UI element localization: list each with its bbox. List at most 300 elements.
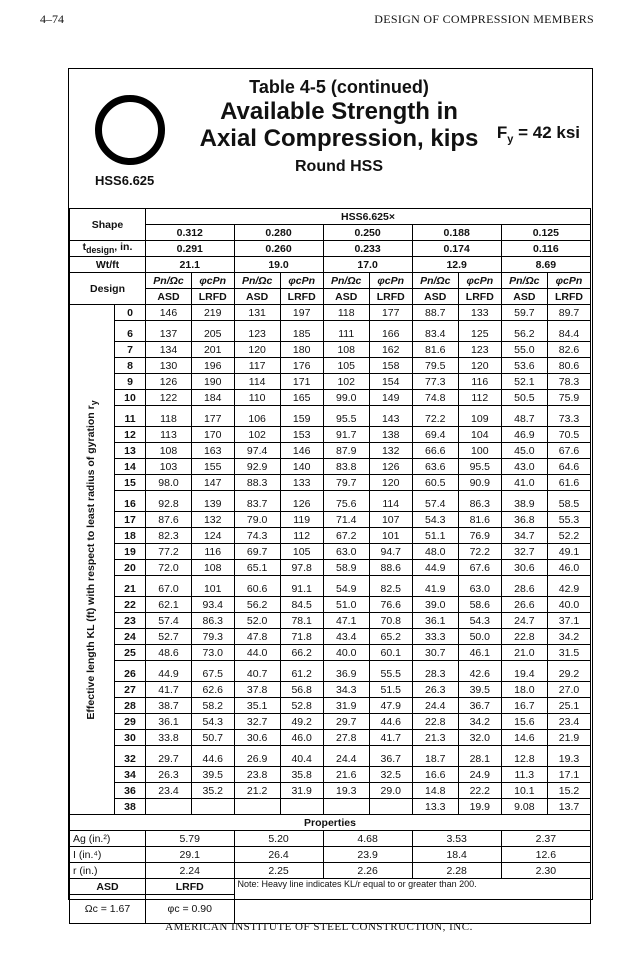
vertical-label-main: Effective length KL (ft) with respect to least radius of gyration r bbox=[84, 404, 97, 720]
strength-value: 44.6 bbox=[369, 714, 412, 730]
strength-value: 112 bbox=[280, 528, 323, 544]
strength-value: 45.0 bbox=[501, 443, 547, 459]
strength-value bbox=[323, 799, 369, 815]
kl-value: 0 bbox=[115, 305, 146, 321]
strength-value: 49.1 bbox=[547, 544, 590, 560]
strength-value: 34.2 bbox=[458, 714, 501, 730]
strength-value: 18.7 bbox=[412, 746, 458, 767]
strength-value: 112 bbox=[458, 390, 501, 406]
strength-value: 56.2 bbox=[501, 321, 547, 342]
property-label: Ag (in.²) bbox=[70, 831, 146, 847]
strength-value: 42.9 bbox=[547, 576, 590, 597]
strength-value: 29.2 bbox=[547, 661, 590, 682]
strength-value: 72.2 bbox=[458, 544, 501, 560]
strength-value: 23.4 bbox=[547, 714, 590, 730]
table-row bbox=[70, 645, 591, 661]
kl-value: 38 bbox=[115, 799, 146, 815]
tdesign-value: 0.174 bbox=[412, 241, 501, 257]
strength-value: 76.6 bbox=[369, 597, 412, 613]
strength-value: 58.5 bbox=[547, 491, 590, 512]
strength-value: 33.3 bbox=[412, 629, 458, 645]
lrfd-header: LRFD bbox=[547, 289, 590, 305]
strength-value bbox=[191, 799, 234, 815]
strength-value: 97.8 bbox=[280, 560, 323, 576]
strength-value: 37.1 bbox=[547, 613, 590, 629]
table-row bbox=[70, 767, 591, 783]
strength-value: 28.3 bbox=[412, 661, 458, 682]
strength-value: 76.9 bbox=[458, 528, 501, 544]
factor-header-row bbox=[70, 879, 591, 895]
strength-value: 54.3 bbox=[458, 613, 501, 629]
kl-value: 21 bbox=[115, 576, 146, 597]
strength-value: 56.8 bbox=[280, 682, 323, 698]
strength-value: 55.3 bbox=[547, 512, 590, 528]
strength-value: 19.4 bbox=[501, 661, 547, 682]
strength-value: 36.8 bbox=[501, 512, 547, 528]
strength-value: 154 bbox=[369, 374, 412, 390]
strength-value: 102 bbox=[234, 427, 280, 443]
shape-code: HSS6.625 bbox=[95, 173, 155, 188]
property-value: 18.4 bbox=[412, 847, 501, 863]
property-value: 2.28 bbox=[412, 863, 501, 879]
strength-value: 146 bbox=[280, 443, 323, 459]
strength-value: 92.9 bbox=[234, 459, 280, 475]
strength-value: 10.1 bbox=[501, 783, 547, 799]
strength-value: 110 bbox=[234, 390, 280, 406]
strength-value: 103 bbox=[146, 459, 192, 475]
strength-value: 47.9 bbox=[369, 698, 412, 714]
strength-value: 34.2 bbox=[547, 629, 590, 645]
properties-title-row bbox=[70, 815, 591, 831]
strength-value: 21.3 bbox=[412, 730, 458, 746]
strength-value: 139 bbox=[191, 491, 234, 512]
strength-value: 79.7 bbox=[323, 475, 369, 491]
strength-value: 54.9 bbox=[323, 576, 369, 597]
strength-value: 57.4 bbox=[146, 613, 192, 629]
lrfd-header: LRFD bbox=[458, 289, 501, 305]
strength-value: 34.3 bbox=[323, 682, 369, 698]
strength-value: 74.3 bbox=[234, 528, 280, 544]
asd-factor-header: ASD bbox=[70, 879, 146, 895]
kl-value: 27 bbox=[115, 682, 146, 698]
strength-value: 185 bbox=[280, 321, 323, 342]
strength-value: 14.6 bbox=[501, 730, 547, 746]
strength-value: 31.5 bbox=[547, 645, 590, 661]
thickness-header: 0.188 bbox=[412, 225, 501, 241]
property-value: 2.26 bbox=[323, 863, 412, 879]
strength-value: 99.0 bbox=[323, 390, 369, 406]
strength-value: 36.1 bbox=[146, 714, 192, 730]
strength-value: 52.1 bbox=[501, 374, 547, 390]
table-row bbox=[70, 491, 591, 512]
vertical-label-text bbox=[85, 400, 99, 719]
pn-omega-header: Pn/Ωc bbox=[146, 273, 192, 289]
strength-value: 22.2 bbox=[458, 783, 501, 799]
strength-value: 118 bbox=[146, 406, 192, 427]
strength-value: 100 bbox=[458, 443, 501, 459]
strength-value: 105 bbox=[323, 358, 369, 374]
strength-value: 32.7 bbox=[501, 544, 547, 560]
strength-value: 66.2 bbox=[280, 645, 323, 661]
strength-value: 88.6 bbox=[369, 560, 412, 576]
strength-value: 78.1 bbox=[280, 613, 323, 629]
strength-value: 26.3 bbox=[146, 767, 192, 783]
strength-value: 105 bbox=[280, 544, 323, 560]
strength-value: 57.4 bbox=[412, 491, 458, 512]
table-row bbox=[70, 342, 591, 358]
strength-value: 50.5 bbox=[501, 390, 547, 406]
strength-value: 21.0 bbox=[501, 645, 547, 661]
strength-value: 43.4 bbox=[323, 629, 369, 645]
strength-value: 61.6 bbox=[547, 475, 590, 491]
strength-value: 39.0 bbox=[412, 597, 458, 613]
phi-pn-header: φcPn bbox=[547, 273, 590, 289]
heavy-line-note: Note: Heavy line indicates KL/r equal to or greater than 200. bbox=[234, 879, 591, 924]
strength-value: 125 bbox=[458, 321, 501, 342]
strength-value: 60.6 bbox=[234, 576, 280, 597]
page-number: 4–74 bbox=[40, 12, 64, 26]
strength-value: 119 bbox=[280, 512, 323, 528]
property-value: 23.9 bbox=[323, 847, 412, 863]
strength-value: 107 bbox=[369, 512, 412, 528]
strength-value: 59.7 bbox=[501, 305, 547, 321]
strength-value: 54.3 bbox=[191, 714, 234, 730]
strength-value: 79.5 bbox=[412, 358, 458, 374]
kl-value: 16 bbox=[115, 491, 146, 512]
strength-value: 81.6 bbox=[458, 512, 501, 528]
strength-value: 52.2 bbox=[547, 528, 590, 544]
strength-value: 82.6 bbox=[547, 342, 590, 358]
strength-value: 101 bbox=[369, 528, 412, 544]
strength-value: 109 bbox=[458, 406, 501, 427]
asd-header: ASD bbox=[146, 289, 192, 305]
strength-value: 30.7 bbox=[412, 645, 458, 661]
strength-value: 43.0 bbox=[501, 459, 547, 475]
design-header: Design bbox=[70, 273, 146, 305]
strength-value: 67.6 bbox=[458, 560, 501, 576]
strength-value: 40.7 bbox=[234, 661, 280, 682]
strength-value: 36.7 bbox=[458, 698, 501, 714]
table-row bbox=[70, 406, 591, 427]
strength-value: 108 bbox=[191, 560, 234, 576]
strength-value: 75.9 bbox=[547, 390, 590, 406]
strength-value: 19.3 bbox=[323, 783, 369, 799]
strength-value: 15.2 bbox=[547, 783, 590, 799]
strength-value: 162 bbox=[369, 342, 412, 358]
strength-value: 132 bbox=[369, 443, 412, 459]
strength-value: 123 bbox=[458, 342, 501, 358]
strength-value: 44.9 bbox=[412, 560, 458, 576]
strength-value: 90.9 bbox=[458, 475, 501, 491]
strength-value: 93.4 bbox=[191, 597, 234, 613]
strength-value: 35.1 bbox=[234, 698, 280, 714]
strength-value: 143 bbox=[369, 406, 412, 427]
kl-value: 8 bbox=[115, 358, 146, 374]
kl-value: 18 bbox=[115, 528, 146, 544]
strength-value: 88.3 bbox=[234, 475, 280, 491]
strength-value: 184 bbox=[191, 390, 234, 406]
weight-value: 19.0 bbox=[234, 257, 323, 273]
tdesign-subscript: design bbox=[86, 245, 115, 256]
strength-value: 124 bbox=[191, 528, 234, 544]
header-row-tdesign bbox=[70, 241, 591, 257]
property-value: 5.79 bbox=[146, 831, 235, 847]
table-row bbox=[70, 597, 591, 613]
tdesign-symbol: t bbox=[82, 241, 87, 254]
strength-value: 29.7 bbox=[146, 746, 192, 767]
strength-value: 61.2 bbox=[280, 661, 323, 682]
strength-value: 38.7 bbox=[146, 698, 192, 714]
table-row bbox=[70, 698, 591, 714]
strength-value: 36.9 bbox=[323, 661, 369, 682]
kl-value: 10 bbox=[115, 390, 146, 406]
strength-value: 55.5 bbox=[369, 661, 412, 682]
strength-value: 21.9 bbox=[547, 730, 590, 746]
strength-value: 24.4 bbox=[412, 698, 458, 714]
thickness-header: 0.125 bbox=[501, 225, 590, 241]
strength-value: 66.6 bbox=[412, 443, 458, 459]
strength-value: 51.1 bbox=[412, 528, 458, 544]
strength-value: 147 bbox=[191, 475, 234, 491]
strength-value: 58.2 bbox=[191, 698, 234, 714]
strength-value: 94.7 bbox=[369, 544, 412, 560]
tdesign-unit: , in. bbox=[114, 241, 133, 254]
weight-header: Wt/ft bbox=[70, 257, 146, 273]
strength-value: 32.5 bbox=[369, 767, 412, 783]
strength-value: 140 bbox=[280, 459, 323, 475]
lrfd-header: LRFD bbox=[369, 289, 412, 305]
property-value: 4.68 bbox=[323, 831, 412, 847]
strength-value: 170 bbox=[191, 427, 234, 443]
strength-value: 21.6 bbox=[323, 767, 369, 783]
property-value: 12.6 bbox=[501, 847, 590, 863]
kl-value: 6 bbox=[115, 321, 146, 342]
strength-value: 133 bbox=[280, 475, 323, 491]
table-row bbox=[70, 443, 591, 459]
strength-value: 35.2 bbox=[191, 783, 234, 799]
strength-value bbox=[369, 799, 412, 815]
strength-value: 52.8 bbox=[280, 698, 323, 714]
strength-value: 17.1 bbox=[547, 767, 590, 783]
strength-value: 29.0 bbox=[369, 783, 412, 799]
strength-value: 25.1 bbox=[547, 698, 590, 714]
header-row-shape-group bbox=[70, 209, 591, 225]
strength-value bbox=[234, 799, 280, 815]
vertical-axis-label bbox=[70, 305, 115, 815]
lrfd-header: LRFD bbox=[280, 289, 323, 305]
tdesign-header bbox=[70, 241, 146, 257]
asd-header: ASD bbox=[234, 289, 280, 305]
asd-header: ASD bbox=[501, 289, 547, 305]
strength-value: 67.5 bbox=[191, 661, 234, 682]
table-row bbox=[70, 544, 591, 560]
strength-value: 146 bbox=[146, 305, 192, 321]
kl-value: 26 bbox=[115, 661, 146, 682]
strength-value: 67.2 bbox=[323, 528, 369, 544]
strength-value: 36.1 bbox=[412, 613, 458, 629]
strength-value: 130 bbox=[146, 358, 192, 374]
strength-value bbox=[280, 799, 323, 815]
phi-pn-header: φcPn bbox=[280, 273, 323, 289]
strength-value: 62.1 bbox=[146, 597, 192, 613]
strength-value: 64.6 bbox=[547, 459, 590, 475]
strength-value: 84.5 bbox=[280, 597, 323, 613]
table-row bbox=[70, 390, 591, 406]
strength-value: 18.0 bbox=[501, 682, 547, 698]
kl-value: 9 bbox=[115, 374, 146, 390]
strength-value: 177 bbox=[369, 305, 412, 321]
strength-value: 134 bbox=[146, 342, 192, 358]
table-row bbox=[70, 358, 591, 374]
strength-value: 132 bbox=[191, 512, 234, 528]
vertical-label-subscript: y bbox=[89, 399, 100, 405]
strength-value: 163 bbox=[191, 443, 234, 459]
strength-value: 48.0 bbox=[412, 544, 458, 560]
shape-group-header: HSS6.625× bbox=[146, 209, 591, 225]
strength-value: 79.0 bbox=[234, 512, 280, 528]
table-row bbox=[70, 714, 591, 730]
kl-value: 34 bbox=[115, 767, 146, 783]
kl-value: 30 bbox=[115, 730, 146, 746]
tdesign-value: 0.116 bbox=[501, 241, 590, 257]
strength-value: 102 bbox=[323, 374, 369, 390]
strength-value: 95.5 bbox=[458, 459, 501, 475]
strength-value: 73.3 bbox=[547, 406, 590, 427]
kl-value: 20 bbox=[115, 560, 146, 576]
thickness-header: 0.280 bbox=[234, 225, 323, 241]
strength-value: 133 bbox=[458, 305, 501, 321]
strength-value: 15.6 bbox=[501, 714, 547, 730]
strength-value: 44.0 bbox=[234, 645, 280, 661]
strength-value: 219 bbox=[191, 305, 234, 321]
strength-value: 41.9 bbox=[412, 576, 458, 597]
kl-value: 7 bbox=[115, 342, 146, 358]
table-row bbox=[70, 629, 591, 645]
kl-value: 19 bbox=[115, 544, 146, 560]
weight-value: 12.9 bbox=[412, 257, 501, 273]
phi-pn-header: φcPn bbox=[191, 273, 234, 289]
strength-value: 106 bbox=[234, 406, 280, 427]
table-row bbox=[70, 512, 591, 528]
kl-value: 22 bbox=[115, 597, 146, 613]
strength-value: 126 bbox=[146, 374, 192, 390]
strength-value: 39.5 bbox=[191, 767, 234, 783]
strength-value: 49.2 bbox=[280, 714, 323, 730]
strength-value: 36.7 bbox=[369, 746, 412, 767]
strength-value: 138 bbox=[369, 427, 412, 443]
kl-value: 17 bbox=[115, 512, 146, 528]
strength-value: 89.7 bbox=[547, 305, 590, 321]
strength-value: 19.3 bbox=[547, 746, 590, 767]
strength-value: 46.0 bbox=[280, 730, 323, 746]
strength-value: 120 bbox=[234, 342, 280, 358]
strength-value: 26.6 bbox=[501, 597, 547, 613]
strength-value: 87.9 bbox=[323, 443, 369, 459]
table-frame bbox=[68, 68, 593, 915]
strength-value: 51.0 bbox=[323, 597, 369, 613]
strength-value: 74.8 bbox=[412, 390, 458, 406]
strength-value: 77.2 bbox=[146, 544, 192, 560]
strength-value: 37.8 bbox=[234, 682, 280, 698]
table-row bbox=[70, 783, 591, 799]
tdesign-value: 0.260 bbox=[234, 241, 323, 257]
strength-value: 131 bbox=[234, 305, 280, 321]
strength-value: 196 bbox=[191, 358, 234, 374]
kl-value: 24 bbox=[115, 629, 146, 645]
strength-value: 63.0 bbox=[458, 576, 501, 597]
table-row bbox=[70, 661, 591, 682]
strength-value: 13.3 bbox=[412, 799, 458, 815]
strength-value: 137 bbox=[146, 321, 192, 342]
strength-value: 72.2 bbox=[412, 406, 458, 427]
round-hss-section-icon bbox=[95, 95, 165, 165]
strength-value: 123 bbox=[234, 321, 280, 342]
strength-value: 50.7 bbox=[191, 730, 234, 746]
strength-value: 28.6 bbox=[501, 576, 547, 597]
property-value: 2.24 bbox=[146, 863, 235, 879]
strength-value bbox=[146, 799, 192, 815]
strength-value: 58.6 bbox=[458, 597, 501, 613]
strength-value: 24.7 bbox=[501, 613, 547, 629]
subtitle: Round HSS bbox=[295, 158, 383, 175]
table-row bbox=[70, 613, 591, 629]
tdesign-value: 0.291 bbox=[146, 241, 235, 257]
strength-value: 176 bbox=[280, 358, 323, 374]
strength-value: 111 bbox=[323, 321, 369, 342]
strength-value: 63.6 bbox=[412, 459, 458, 475]
strength-value: 165 bbox=[280, 390, 323, 406]
yield-strength: $F_y = 42$ ksi bbox=[496, 123, 580, 146]
kl-value: 11 bbox=[115, 406, 146, 427]
asd-header: ASD bbox=[323, 289, 369, 305]
strength-value: 120 bbox=[458, 358, 501, 374]
strength-value: 40.4 bbox=[280, 746, 323, 767]
strength-value: 40.0 bbox=[547, 597, 590, 613]
strength-value: 205 bbox=[191, 321, 234, 342]
strength-value: 48.7 bbox=[501, 406, 547, 427]
strength-value: 16.7 bbox=[501, 698, 547, 714]
strength-value: 120 bbox=[369, 475, 412, 491]
strength-value: 69.7 bbox=[234, 544, 280, 560]
lrfd-header: LRFD bbox=[191, 289, 234, 305]
strength-value: 95.5 bbox=[323, 406, 369, 427]
strength-value: 71.4 bbox=[323, 512, 369, 528]
strength-value: 23.4 bbox=[146, 783, 192, 799]
strength-value: 166 bbox=[369, 321, 412, 342]
table-row bbox=[70, 528, 591, 544]
thickness-header: 0.250 bbox=[323, 225, 412, 241]
strength-value: 91.1 bbox=[280, 576, 323, 597]
table-row bbox=[70, 799, 591, 815]
header-row-strength-symbols bbox=[70, 273, 591, 289]
strength-value: 70.5 bbox=[547, 427, 590, 443]
strength-value: 83.7 bbox=[234, 491, 280, 512]
strength-value: 83.8 bbox=[323, 459, 369, 475]
strength-value: 101 bbox=[191, 576, 234, 597]
strength-value: 47.1 bbox=[323, 613, 369, 629]
strength-value: 51.5 bbox=[369, 682, 412, 698]
strength-value: 80.6 bbox=[547, 358, 590, 374]
kl-value: 28 bbox=[115, 698, 146, 714]
strength-value: 158 bbox=[369, 358, 412, 374]
pn-omega-header: Pn/Ωc bbox=[323, 273, 369, 289]
strength-value: 60.1 bbox=[369, 645, 412, 661]
strength-value: 116 bbox=[458, 374, 501, 390]
strength-value: 52.7 bbox=[146, 629, 192, 645]
strength-value: 171 bbox=[280, 374, 323, 390]
strength-value: 126 bbox=[369, 459, 412, 475]
strength-value: 31.9 bbox=[280, 783, 323, 799]
